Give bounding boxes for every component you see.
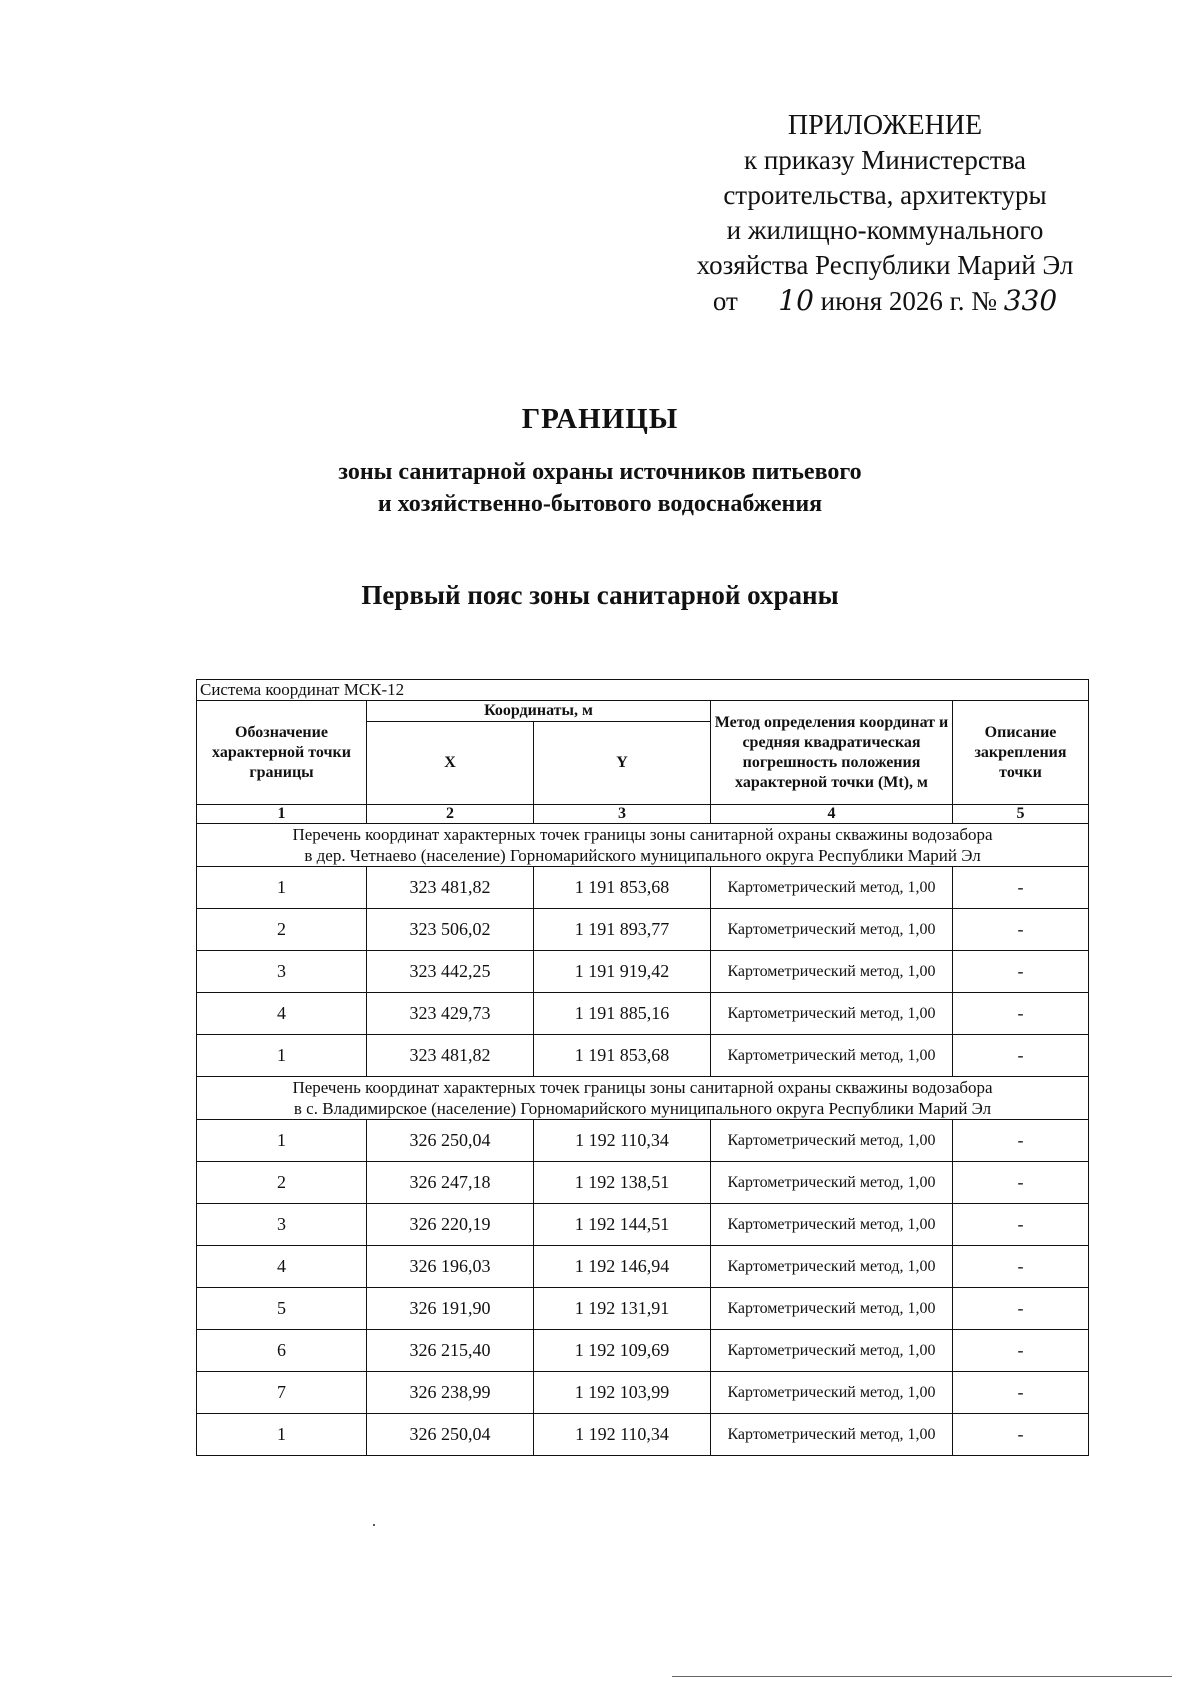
- y-coordinate-cell: 1 191 885,16: [534, 993, 711, 1035]
- y-coordinate-cell: 1 191 853,68: [534, 1035, 711, 1077]
- y-coordinate-cell: 1 191 853,68: [534, 867, 711, 909]
- method-cell: Картометрический метод, 1,00: [711, 1162, 953, 1204]
- description-cell: -: [953, 1120, 1089, 1162]
- table-row: [197, 993, 1089, 1035]
- table-row: [197, 1162, 1089, 1204]
- subtitle-line-2: и хозяйственно-бытового водоснабжения: [377, 491, 823, 517]
- section-title-line-2: в с. Владимирское (население) Горномарийского муниципального округа Республики Марий Эл: [293, 1099, 992, 1118]
- header-method: Метод определения координат и средняя квадратическая погрешность положения характерной точки (Mt), м: [711, 701, 953, 805]
- table-row: [197, 1246, 1089, 1288]
- description-cell: -: [953, 1246, 1089, 1288]
- appendix-line-4: и жилищно-коммунального: [726, 215, 1044, 245]
- section-title-row: [197, 1077, 1089, 1120]
- point-cell: 7: [197, 1372, 367, 1414]
- appendix-heading: ПРИЛОЖЕНИЕ: [787, 110, 983, 141]
- description-cell: -: [953, 1204, 1089, 1246]
- date-text: июня 2026 г. №: [820, 286, 997, 316]
- method-cell: Картометрический метод, 1,00: [711, 1330, 953, 1372]
- table-row: [197, 951, 1089, 993]
- description-cell: -: [953, 1035, 1089, 1077]
- y-coordinate-cell: 1 191 893,77: [534, 909, 711, 951]
- point-cell: 3: [197, 1204, 367, 1246]
- subtitle-line-1: зоны санитарной охраны источников питьевого: [338, 459, 862, 485]
- scan-mark: [373, 1524, 375, 1526]
- point-cell: 1: [197, 1035, 367, 1077]
- y-coordinate-cell: 1 192 144,51: [534, 1204, 711, 1246]
- x-coordinate-cell: 326 250,04: [367, 1414, 534, 1456]
- x-coordinate-cell: 326 220,19: [367, 1204, 534, 1246]
- point-cell: 4: [197, 993, 367, 1035]
- table-row: [197, 867, 1089, 909]
- x-coordinate-cell: 326 196,03: [367, 1246, 534, 1288]
- y-coordinate-cell: 1 192 146,94: [534, 1246, 711, 1288]
- x-coordinate-cell: 326 250,04: [367, 1120, 534, 1162]
- section-title-line-1: Перечень координат характерных точек границы зоны санитарной охраны скважины водозабора: [292, 825, 993, 844]
- point-cell: 1: [197, 1120, 367, 1162]
- header-coordinates: Координаты, м: [367, 701, 711, 722]
- y-coordinate-cell: 1 192 131,91: [534, 1288, 711, 1330]
- method-cell: Картометрический метод, 1,00: [711, 1120, 953, 1162]
- footer-rule: [672, 1676, 1172, 1677]
- method-cell: Картометрический метод, 1,00: [711, 1288, 953, 1330]
- point-cell: 6: [197, 1330, 367, 1372]
- description-cell: -: [953, 1414, 1089, 1456]
- description-cell: -: [953, 1162, 1089, 1204]
- section-title-row: [197, 824, 1089, 867]
- y-coordinate-cell: 1 192 110,34: [534, 1120, 711, 1162]
- point-cell: 5: [197, 1288, 367, 1330]
- header-x: X: [367, 722, 534, 805]
- method-cell: Картометрический метод, 1,00: [711, 1204, 953, 1246]
- x-coordinate-cell: 323 481,82: [367, 867, 534, 909]
- header-description: Описание закрепления точки: [953, 701, 1089, 805]
- appendix-block: [600, 108, 1170, 319]
- header-row: [197, 701, 1089, 722]
- y-coordinate-cell: 1 192 110,34: [534, 1414, 711, 1456]
- appendix-line-5: хозяйства Республики Марий Эл: [696, 250, 1074, 280]
- x-coordinate-cell: 323 506,02: [367, 909, 534, 951]
- appendix-date-line: [600, 283, 1170, 319]
- handwritten-day: 10: [778, 284, 814, 317]
- point-cell: 3: [197, 951, 367, 993]
- x-coordinate-cell: 326 247,18: [367, 1162, 534, 1204]
- section-title: [197, 824, 1089, 867]
- table-row: [197, 1035, 1089, 1077]
- method-cell: Картометрический метод, 1,00: [711, 993, 953, 1035]
- coordinate-system-row: [197, 680, 1089, 701]
- coordinates-table: [196, 679, 1089, 1456]
- point-cell: 4: [197, 1246, 367, 1288]
- x-coordinate-cell: 323 429,73: [367, 993, 534, 1035]
- x-coordinate-cell: 326 215,40: [367, 1330, 534, 1372]
- description-cell: -: [953, 1288, 1089, 1330]
- description-cell: -: [953, 1330, 1089, 1372]
- document-subtitle: [0, 456, 1200, 520]
- x-coordinate-cell: 326 191,90: [367, 1288, 534, 1330]
- column-number: 5: [953, 805, 1089, 824]
- table-row: [197, 1372, 1089, 1414]
- column-number: 4: [711, 805, 953, 824]
- y-coordinate-cell: 1 192 109,69: [534, 1330, 711, 1372]
- y-coordinate-cell: 1 192 103,99: [534, 1372, 711, 1414]
- method-cell: Картометрический метод, 1,00: [711, 1372, 953, 1414]
- appendix-line-2: к приказу Министерства: [743, 145, 1027, 175]
- section-title-line-1: Перечень координат характерных точек границы зоны санитарной охраны скважины водозабора: [292, 1078, 993, 1097]
- method-cell: Картометрический метод, 1,00: [711, 1414, 953, 1456]
- description-cell: -: [953, 951, 1089, 993]
- coordinate-system: Система координат МСК-12: [197, 680, 1089, 701]
- handwritten-order-number: 330: [1003, 284, 1058, 317]
- section-title: [197, 1077, 1089, 1120]
- y-coordinate-cell: 1 192 138,51: [534, 1162, 711, 1204]
- description-cell: -: [953, 867, 1089, 909]
- table-row: [197, 909, 1089, 951]
- point-cell: 1: [197, 867, 367, 909]
- method-cell: Картометрический метод, 1,00: [711, 909, 953, 951]
- section-title-line-2: в дер. Четнаево (население) Горномарийского муниципального округа Республики Марий Эл: [304, 846, 981, 865]
- table-row: [197, 1330, 1089, 1372]
- x-coordinate-cell: 326 238,99: [367, 1372, 534, 1414]
- point-cell: 2: [197, 1162, 367, 1204]
- date-prefix: от: [712, 286, 738, 316]
- column-number: 2: [367, 805, 534, 824]
- x-coordinate-cell: 323 442,25: [367, 951, 534, 993]
- y-coordinate-cell: 1 191 919,42: [534, 951, 711, 993]
- method-cell: Картометрический метод, 1,00: [711, 1246, 953, 1288]
- column-numbers-row: [197, 805, 1089, 824]
- document-title: ГРАНИЦЫ: [521, 403, 679, 435]
- column-number: 3: [534, 805, 711, 824]
- table-row: [197, 1414, 1089, 1456]
- x-coordinate-cell: 323 481,82: [367, 1035, 534, 1077]
- header-designation: Обозначение характерной точки границы: [197, 701, 367, 805]
- table-row: [197, 1204, 1089, 1246]
- description-cell: -: [953, 909, 1089, 951]
- appendix-line-3: строительства, архитектуры: [723, 180, 1047, 210]
- description-cell: -: [953, 993, 1089, 1035]
- table-row: [197, 1120, 1089, 1162]
- method-cell: Картометрический метод, 1,00: [711, 1035, 953, 1077]
- description-cell: -: [953, 1372, 1089, 1414]
- column-number: 1: [197, 805, 367, 824]
- header-y: Y: [534, 722, 711, 805]
- method-cell: Картометрический метод, 1,00: [711, 951, 953, 993]
- table-row: [197, 1288, 1089, 1330]
- belt-heading: Первый пояс зоны санитарной охраны: [361, 580, 839, 610]
- method-cell: Картометрический метод, 1,00: [711, 867, 953, 909]
- point-cell: 2: [197, 909, 367, 951]
- point-cell: 1: [197, 1414, 367, 1456]
